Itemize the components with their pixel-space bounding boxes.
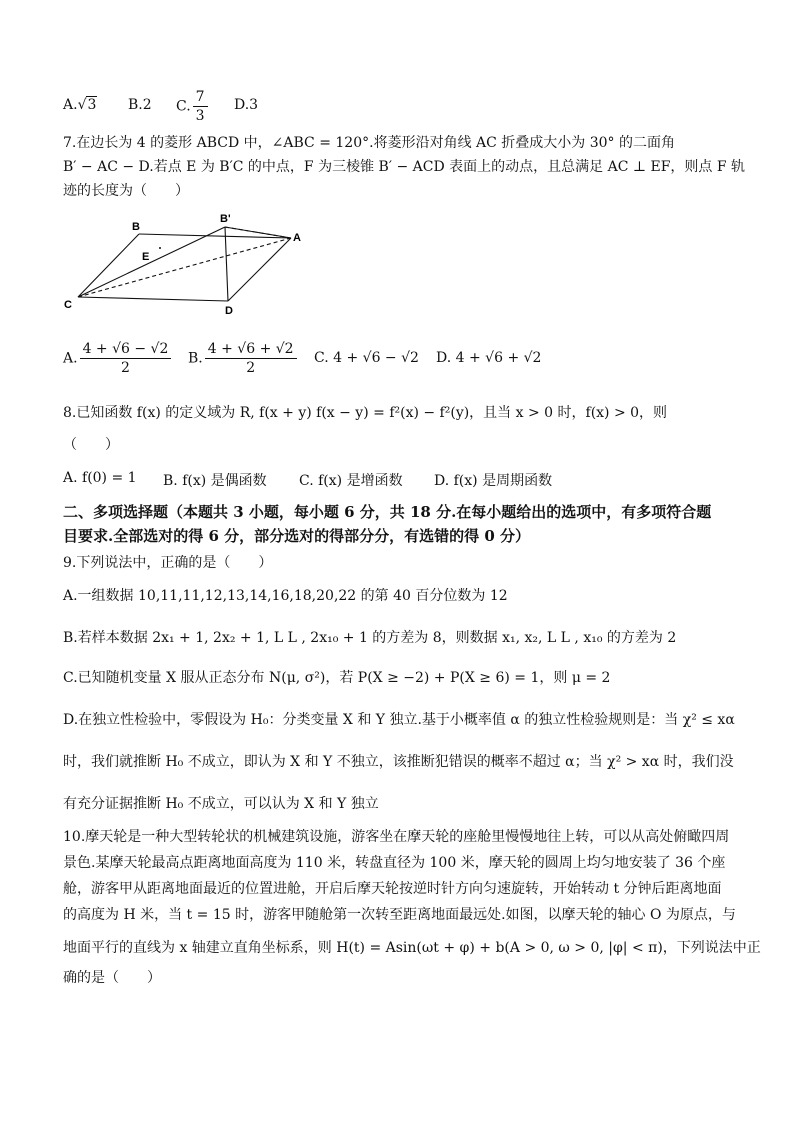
edge-cb [78,234,139,297]
q6-option-a-radicand: 3 [87,97,97,113]
point-e-dot [159,247,161,249]
q7-option-a [63,340,173,377]
q7-option-b [188,340,299,377]
q7-option-b-denominator: 2 [246,360,256,376]
label-bprime: B' [220,213,231,225]
q7-option-a-denominator: 2 [121,360,130,376]
q10-stem-line6: 确的是（ ） [63,970,161,986]
section2-heading-line1: 二、多项选择题（本题共 3 小题，每小题 6 分，共 18 分.在每小题给出的选项中，有多项符合题 [63,503,712,521]
label-b: B [132,221,140,233]
q8-stem-line2: （ ） [63,437,119,453]
label-d: D [225,305,233,317]
q9-stem: 9.下列说法中，正确的是（ ） [63,555,273,571]
q10-stem-line1: 10.摩天轮是一种大型转轮状的机械建筑设施，游客坐在摩天轮的座舱里慢慢地往上转，可以从高处俯瞰四周 [63,829,730,845]
q6-option-b: B.2 [128,97,152,113]
q6-option-d: D.3 [234,97,259,113]
sqrt-sign: √3 [77,97,97,113]
q6-option-c [176,88,210,125]
q7-option-b-fraction [205,340,297,377]
q9-option-d-line2: 时，我们就推断 H₀ 不成立，即认为 X 和 Y 不独立，该推断犯错误的概率不超过 α；当 χ² > xα 时，我们没 [63,754,734,770]
q6-option-c-numerator: 7 [193,88,208,107]
q9-option-a: A.一组数据 10,11,11,12,13,14,16,18,20,22 的第 40 百分位数为 12 [63,588,508,604]
q6-option-c-denominator: 3 [195,108,205,124]
q9-option-c: C.已知随机变量 X 服从正态分布 N(μ, σ²)，若 P(X ≥ −2) + P(X ≥ 6) = 1，则 μ = 2 [63,670,611,686]
label-e: E [142,251,150,263]
label-a: A [293,232,301,244]
q10-stem-line4: 的高度为 H 米，当 t = 15 时，游客甲随舱第一次转至距离地面最远处.如图，以摩天轮的轴心 O 为原点，与 [63,907,736,923]
q10-stem-line3: 舱，游客甲从距离地面最近的位置进舱，开启后摩天轮按逆时针方向匀速旋转，开始转动 t 分钟后距离地面 [63,881,722,897]
edge-cd [78,297,228,301]
label-c: C [64,299,72,311]
q7-stem-line1: 7.在边长为 4 的菱形 ABCD 中，∠ABC = 120°.将菱形沿对角线 AC 折叠成大小为 30° 的二面角 [63,135,675,151]
q9-option-d-line3: 有充分证据推断 H₀ 不成立，可以认为 X 和 Y 独立 [63,796,379,812]
q6-option-c-label: C. [176,98,191,115]
edge-da [228,238,291,301]
q9-option-d-line1: D.在独立性检验中，零假设为 H₀：分类变量 X 和 Y 独立.基于小概率值 α 的独立性检验规则是：当 χ² ≤ xα [63,712,735,728]
q8-option-b: B. f(x) 是偶函数 [163,473,267,489]
q10-stem-line2: 景色.某摩天轮最高点距离地面高度为 110 米，转盘直径为 100 米，摩天轮的圆周上均匀地安装了 36 个座 [63,855,726,871]
q8-option-a: A. f(0) = 1 [63,470,137,486]
q7-rhombus-figure [60,208,310,318]
q6-option-a-label: A. [63,97,78,113]
q10-stem-line5: 地面平行的直线为 x 轴建立直角坐标系，则 H(t) = Asin(ωt + φ) + b(A > 0, ω > 0, |φ| < π)，下列说法中正 [63,940,761,956]
q6-option-a [63,97,97,113]
q7-option-d: D. 4 + √6 + √2 [436,350,542,366]
q7-option-c: C. 4 + √6 − √2 [314,350,419,366]
q7-option-b-label: B. [188,350,203,367]
section2-heading-line2: 目要求.全部选对的得 6 分，部分选对的得部分分，有选错的得 0 分） [63,527,530,545]
q7-stem-line2: B′ − AC − D.若点 E 为 B′C 的中点，F 为三棱锥 B′ − ACD 表面上的动点，且总满足 AC ⊥ EF，则点 F 轨 [63,159,746,175]
q8-option-c: C. f(x) 是增函数 [299,473,403,489]
q7-option-b-numerator: 4 + √6 + √2 [205,340,297,359]
q7-option-a-numerator: 4 + √6 − √2 [80,340,172,359]
q6-option-c-fraction [193,88,208,125]
q7-option-a-fraction [80,340,172,377]
q7-option-a-label: A. [63,350,78,367]
q9-option-b: B.若样本数据 2x₁ + 1, 2x₂ + 1, L L , 2x₁₀ + 1 的方差为 8，则数据 x₁, x₂, L L , x₁₀ 的方差为 2 [63,630,677,646]
edge-bpd [225,227,228,301]
q8-option-d: D. f(x) 是周期函数 [434,473,553,489]
q8-stem-line1: 8.已知函数 f(x) 的定义域为 R, f(x + y) f(x − y) = f²(x) − f²(y)，且当 x > 0 时，f(x) > 0，则 [63,405,668,421]
q7-stem-line3: 迹的长度为（ ） [63,183,189,199]
